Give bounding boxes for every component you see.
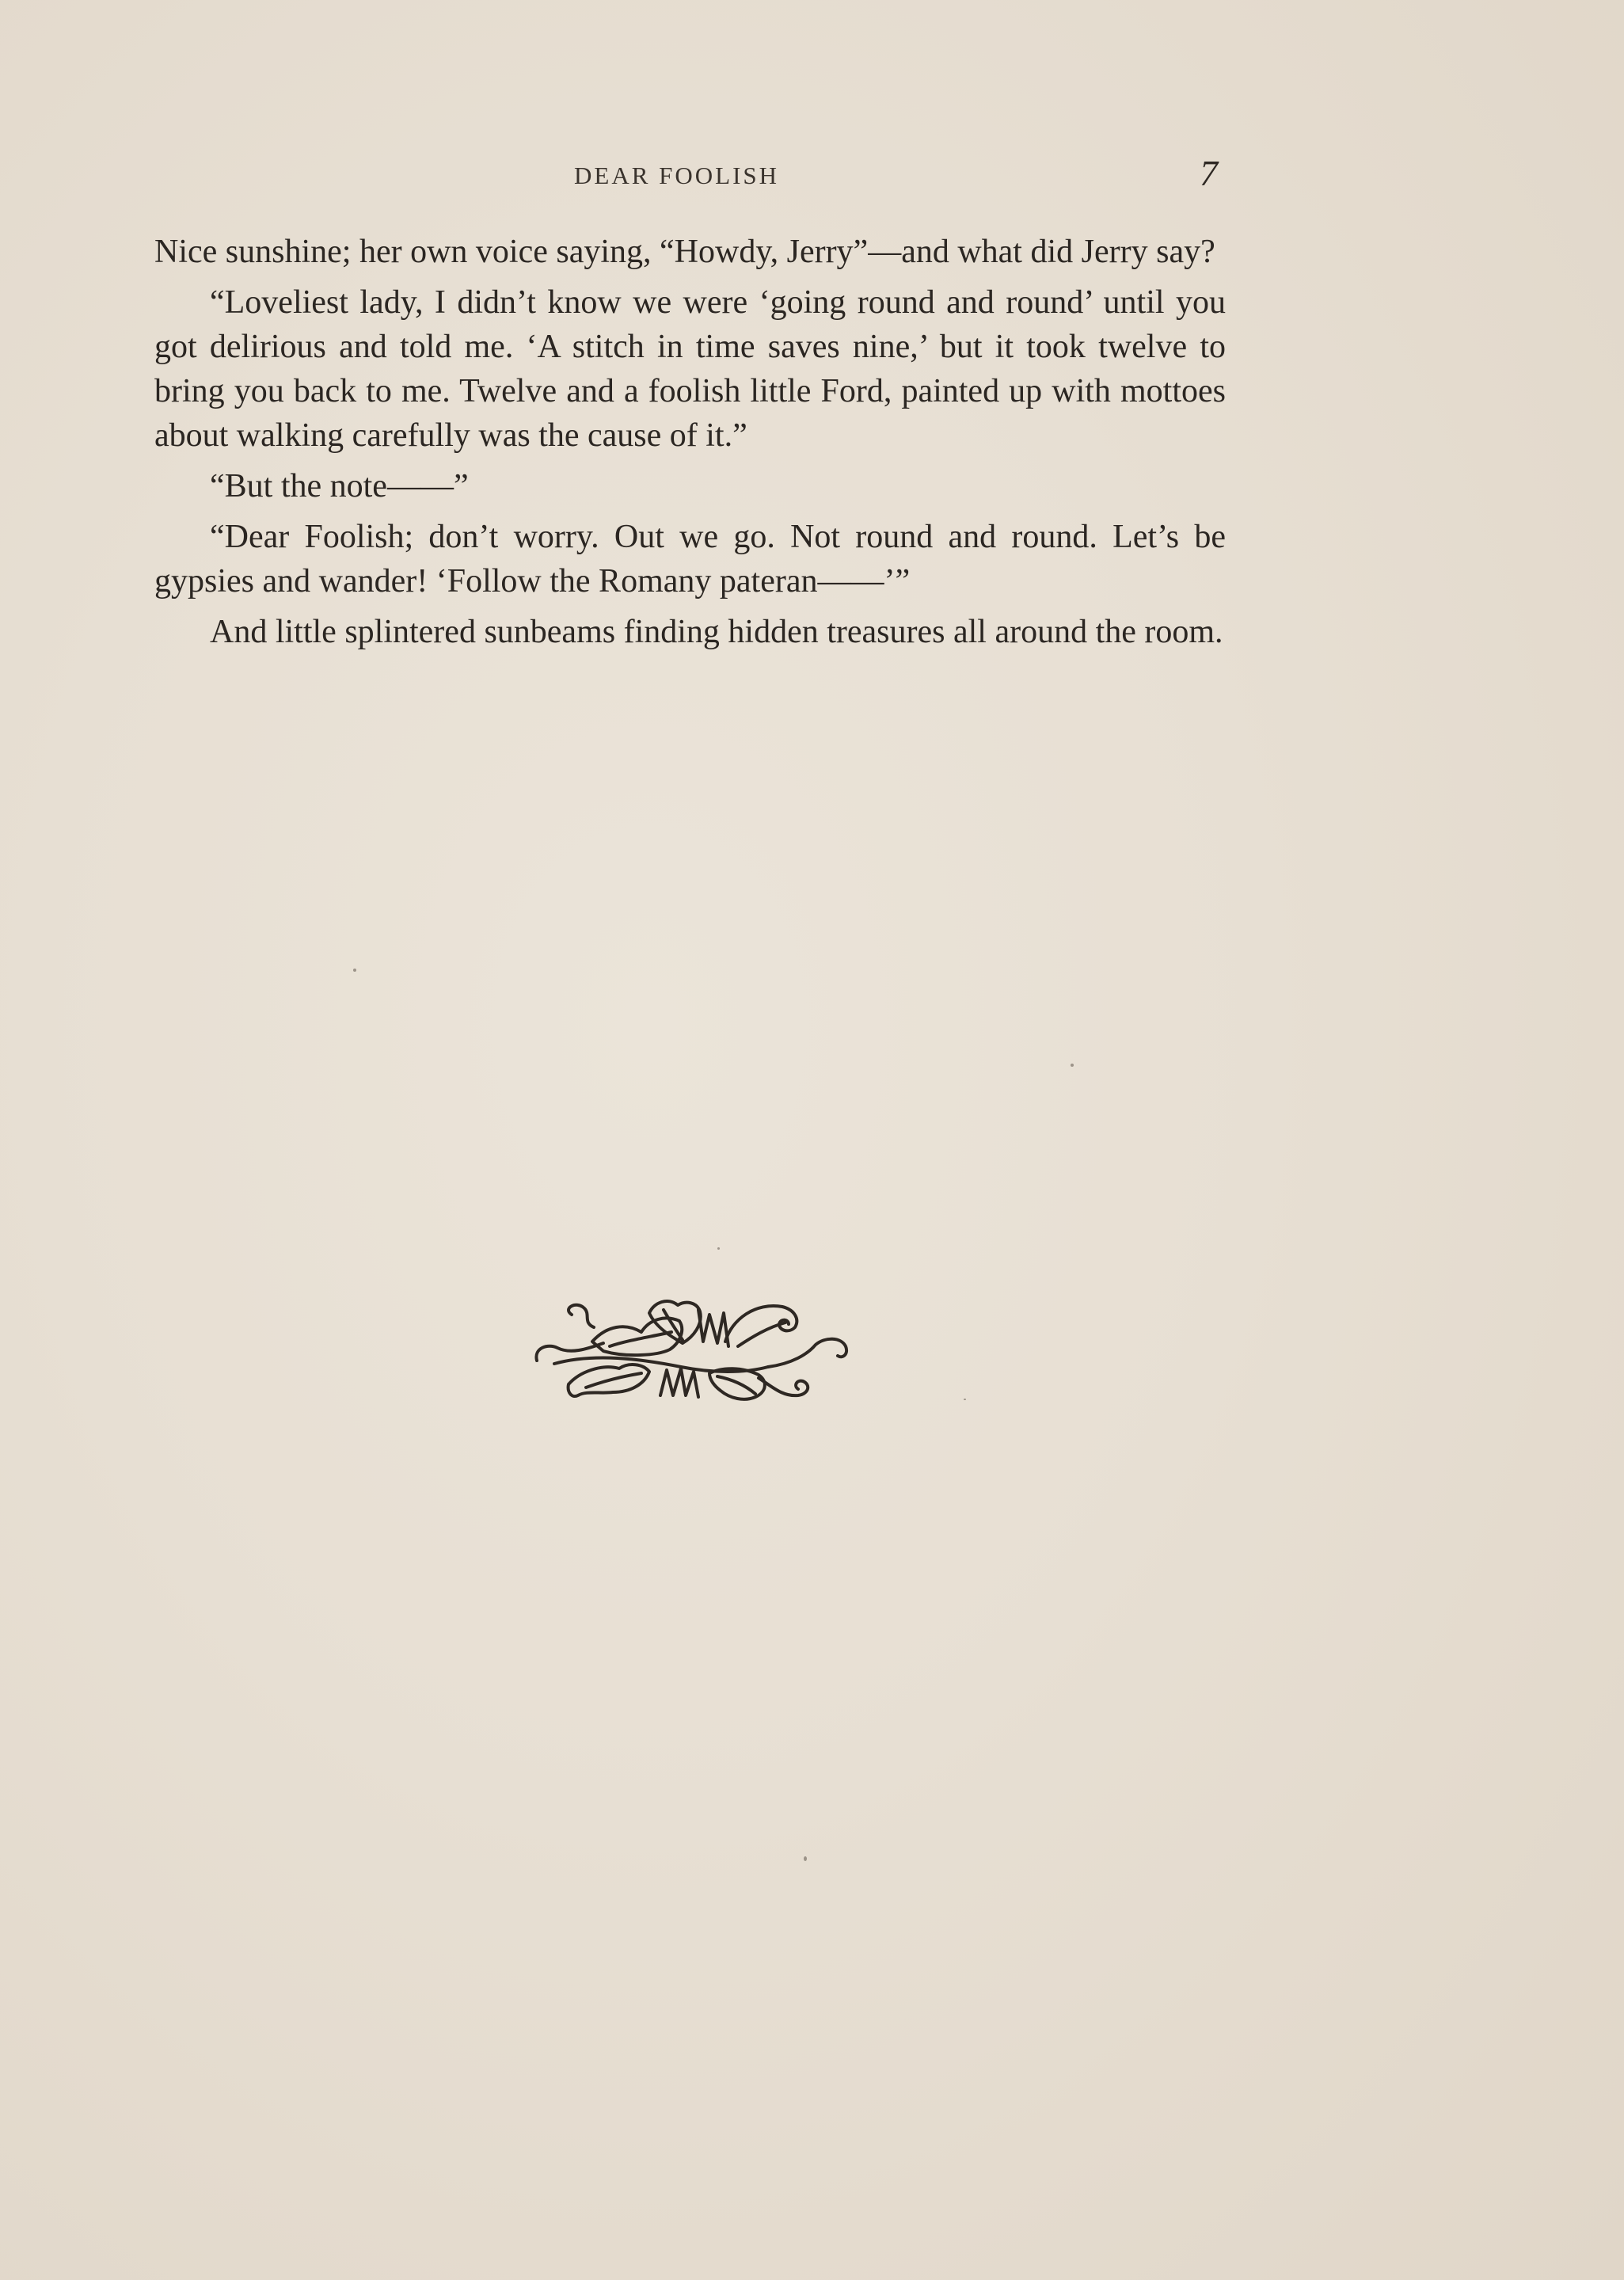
paper-speck <box>1071 1064 1074 1067</box>
floral-leaf-ornament-icon <box>531 1291 863 1410</box>
paper-speck <box>804 1856 807 1861</box>
paragraph-3: “But the note——” <box>210 468 469 504</box>
body-text <box>154 230 1226 660</box>
running-head <box>0 153 1624 196</box>
paragraph-1: Nice sunshine; her own voice saying, “Howdy, Jerry”—and what did Jerry say? <box>154 234 1215 270</box>
paragraph-4: “Dear Foolish; don’t worry. Out we go. Not round and round. Let’s be gypsies and wander! ‘Follow the Romany pateran——’” <box>154 519 1226 599</box>
paper-speck <box>353 969 356 972</box>
paper-speck <box>964 1399 966 1400</box>
paragraph-5: And little splintered sunbeams finding hidden treasures all around the room. <box>210 614 1223 650</box>
page-number: 7 <box>1200 153 1218 193</box>
paper-speck <box>717 1247 720 1250</box>
paragraph-2: “Loveliest lady, I didn’t know we were ‘going round and round’ until you got delirious and told me. ‘A stitch in time saves nine,’ but it took twelve to bring you back to me. Twelve and a foolish little Ford, painted up with mottoes about walking carefully was the cause of it.” <box>154 284 1226 454</box>
running-title: DEAR FOOLISH <box>574 162 780 189</box>
